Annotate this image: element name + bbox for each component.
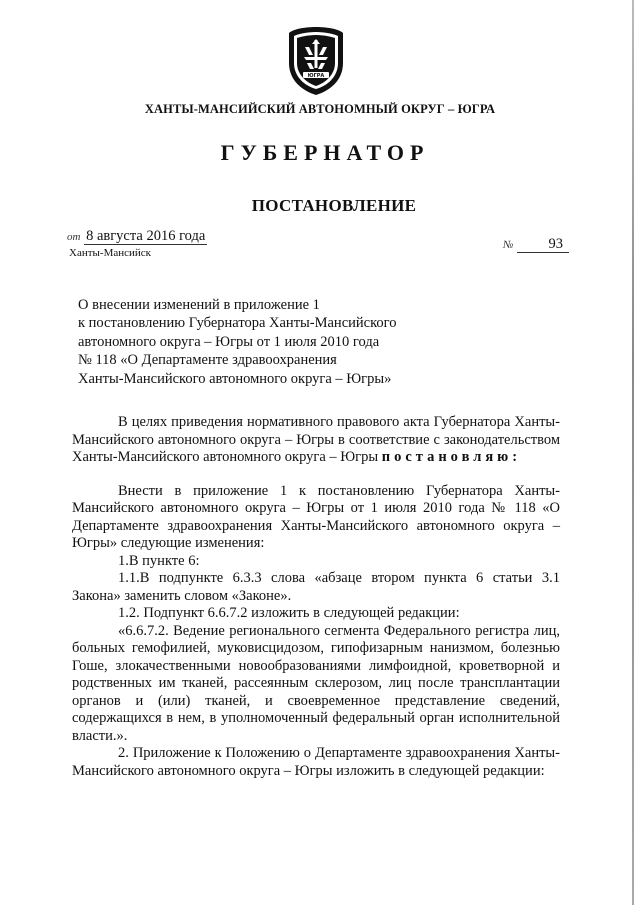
list-item — [72, 553, 560, 571]
preamble-text: В целях приведения нормативного правового акта Губернатора Ханты-Мансийского автономного округа – Югры в соответствие с законодательством Ханты-Мансийского автономного округа – Югры — [72, 414, 560, 465]
document-number: 93 — [517, 237, 569, 253]
subject-line: автономного округа – Югры от 1 июля 2010 года — [78, 333, 380, 350]
document-subject — [78, 296, 396, 388]
document-place: Ханты-Мансийск — [69, 247, 152, 259]
item-text: В пункте 6: — [128, 552, 200, 569]
subject-line: к постановлению Губернатора Ханты-Мансийского — [78, 315, 397, 332]
item-number: 1. — [118, 552, 129, 569]
list-item: 2. Приложение к Положению о Департаменте здравоохранения Ханты-Мансийского автономного округа – Югры изложить в следующей редакции: — [72, 745, 560, 779]
document-type: ПОСТАНОВЛЕНИЕ — [251, 196, 417, 215]
document-body — [72, 414, 560, 780]
subject-line: О внесении изменений в приложение 1 — [78, 297, 320, 313]
subject-line: Ханты-Мансийского автономного округа – Югры» — [78, 370, 392, 387]
item-text: В подпункте 6.3.3 слова «абзаце втором пункта 6 статьи 3.1 Закона» заменить словом «Законе». — [72, 570, 560, 604]
preamble-paragraph — [72, 414, 560, 467]
number-prefix: № — [503, 239, 514, 251]
document-date: 8 августа 2016 года — [86, 228, 206, 244]
subject-line: № 118 «О Департаменте здравоохранения — [78, 352, 337, 369]
number-line — [503, 236, 569, 253]
governor-title: ГУБЕРНАТОР — [220, 140, 430, 165]
intro-paragraph: Внести в приложение 1 к постановлению Губернатора Ханты-Мансийского автономного округа – Югры от 1 июля 2010 года № 118 «О Департаменте здравоохранения Ханты-Мансийского автономного округа – Югры» следующие изменения: — [72, 482, 560, 551]
region-name: ХАНТЫ-МАНСИЙСКИЙ АВТОНОМНЫЙ ОКРУГ – ЮГРА — [144, 102, 496, 116]
emblem-label: ЮГРА — [307, 73, 325, 79]
item-number: 1.1. — [118, 570, 140, 586]
scan-edge — [632, 0, 634, 905]
quoted-paragraph: «6.6.7.2. Ведение регионального сегмента Федерального регистра лиц, больных гемофилией, муковисцидозом, гипофизарным нанизмом, болезнью Гоше, злокачественными новообразованиями лимфоидной, кроветворной и родственных им тканей, рассеянным склерозом, лиц после трансплантации органов и (или) тканей, и своевременное представление сведений, содержащихся в нем, в уполномоченный федеральный орган исполнительной власти.». — [72, 622, 560, 744]
date-line — [67, 228, 207, 245]
resolve-word: постановляю: — [381, 449, 522, 465]
date-prefix: от — [67, 231, 81, 243]
list-item: 1.2. Подпункт 6.6.7.2 изложить в следующей редакции: — [118, 605, 460, 621]
coat-of-arms-icon — [285, 25, 347, 97]
list-item — [72, 570, 560, 605]
